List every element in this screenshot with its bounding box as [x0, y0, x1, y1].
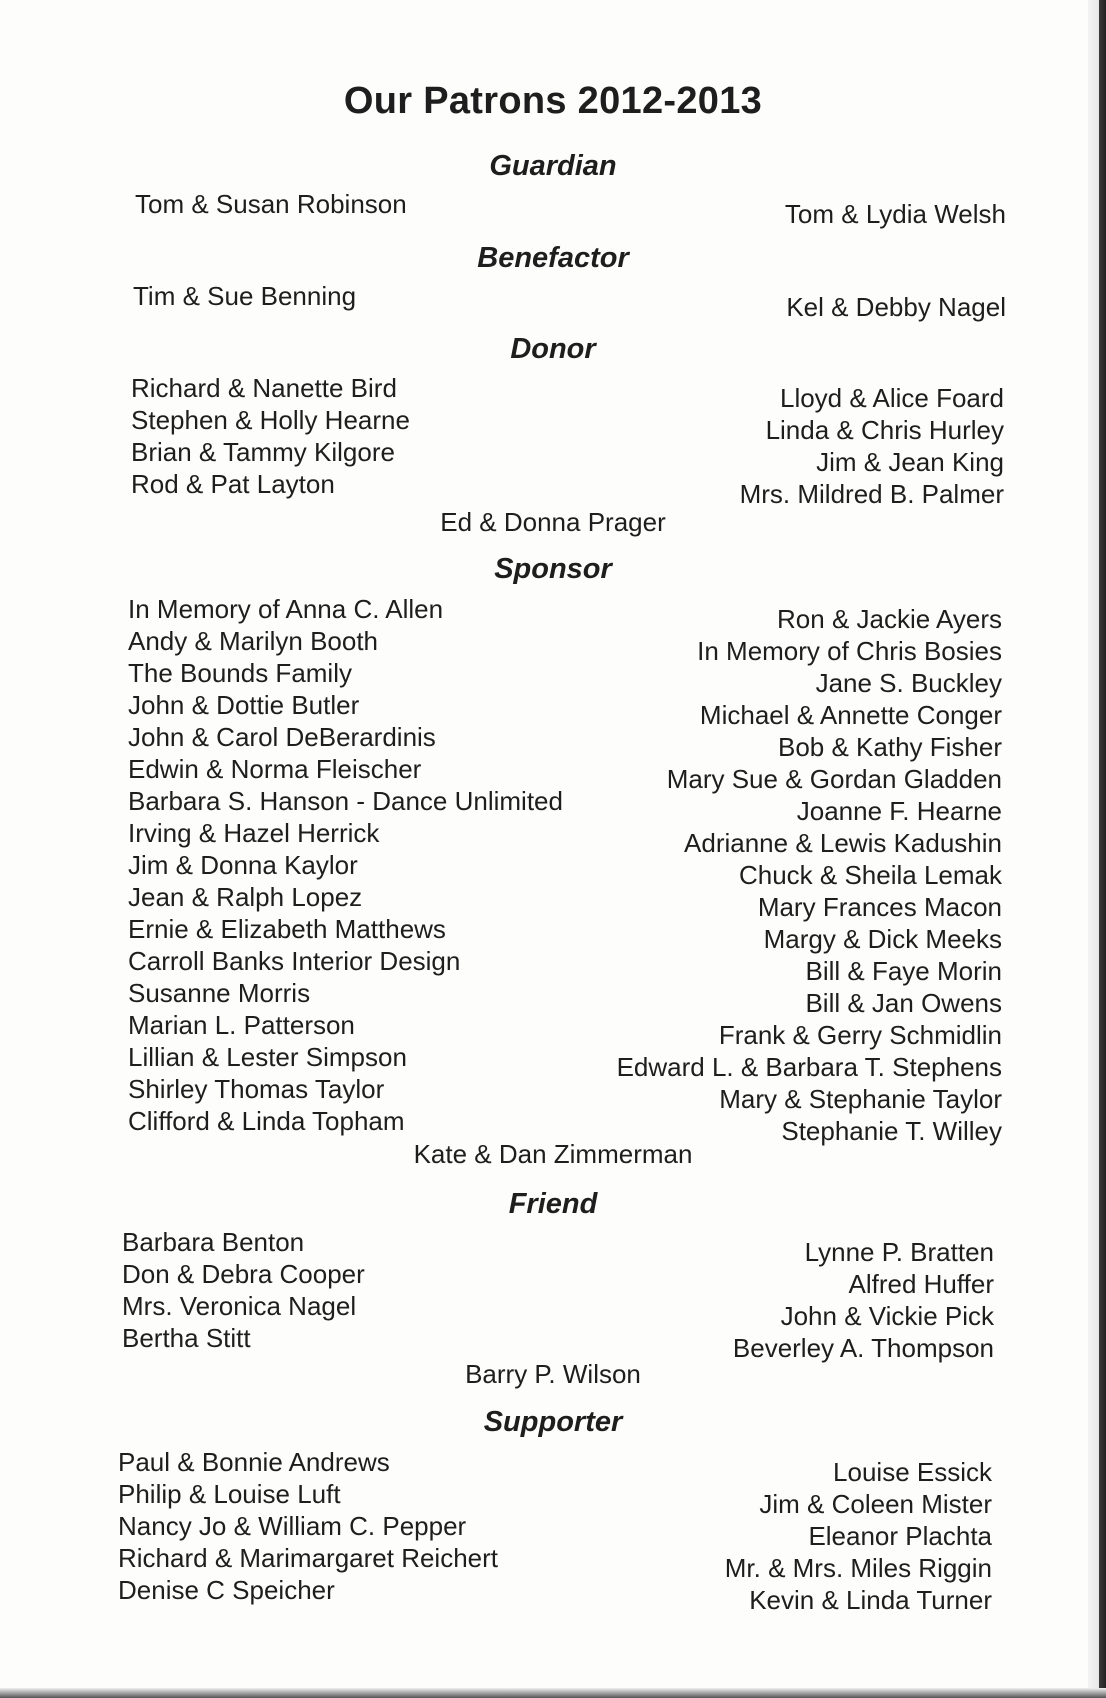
patron-name: Bill & Faye Morin	[805, 956, 1002, 986]
patron-name: Edwin & Norma Fleischer	[128, 754, 422, 784]
patron-name: Carroll Banks Interior Design	[128, 946, 461, 976]
patron-name: Edward L. & Barbara T. Stephens	[616, 1052, 1002, 1082]
patron-name: Lynne P. Bratten	[804, 1237, 994, 1267]
patron-name: Ernie & Elizabeth Matthews	[128, 914, 446, 944]
patron-name: Denise C Speicher	[118, 1575, 335, 1605]
donor-right-list	[740, 382, 1004, 510]
patron-name: In Memory of Chris Bosies	[697, 636, 1002, 666]
sponsor-center-name: Kate & Dan Zimmerman	[413, 1139, 693, 1169]
patron-name: Philip & Louise Luft	[118, 1479, 341, 1509]
patron-name: Jane S. Buckley	[815, 668, 1002, 698]
patron-name: Susanne Morris	[128, 978, 311, 1008]
patron-name: John & Carol DeBerardinis	[128, 722, 436, 752]
patron-name: Don & Debra Cooper	[122, 1259, 365, 1289]
benefactor-right-list	[786, 291, 1006, 323]
patron-name: Mr. & Mrs. Miles Riggin	[724, 1553, 992, 1583]
patron-name: Chuck & Sheila Lemak	[738, 860, 1002, 890]
patron-name: John & Vickie Pick	[780, 1301, 994, 1331]
patron-name: Jim & Donna Kaylor	[128, 850, 358, 880]
patron-name: Tom & Lydia Welsh	[784, 199, 1006, 229]
friend-right-list	[733, 1236, 994, 1364]
supporter-right-list	[725, 1456, 992, 1616]
patron-name: Bertha Stitt	[122, 1323, 251, 1353]
patron-name: Brian & Tammy Kilgore	[131, 437, 395, 467]
patron-name: Lloyd & Alice Foard	[779, 383, 1004, 413]
donor-center-name: Ed & Donna Prager	[440, 507, 666, 537]
page-title: Our Patrons 2012-2013	[343, 80, 763, 122]
patron-name: Joanne F. Hearne	[796, 796, 1002, 826]
patron-name: Irving & Hazel Herrick	[128, 818, 380, 848]
guardian-right-list	[785, 198, 1006, 230]
patron-name: Stephen & Holly Hearne	[131, 405, 410, 435]
patron-name: Alfred Huffer	[848, 1269, 994, 1299]
patron-name: Mrs. Mildred B. Palmer	[739, 479, 1004, 509]
patron-name: Shirley Thomas Taylor	[128, 1074, 385, 1104]
patron-name: Barbara S. Hanson - Dance Unlimited	[128, 786, 563, 816]
heading-supporter: Supporter	[483, 1406, 623, 1438]
patron-name: Adrianne & Lewis Kadushin	[684, 828, 1002, 858]
guardian-left-list	[135, 188, 407, 220]
patron-name: Richard & Marimargaret Reichert	[118, 1543, 499, 1573]
patron-name: Kel & Debby Nagel	[786, 292, 1006, 322]
patron-name: Stephanie T. Willey	[781, 1116, 1002, 1146]
patron-name: Clifford & Linda Topham	[128, 1106, 405, 1136]
heading-friend: Friend	[508, 1188, 598, 1220]
patron-name: Beverley A. Thompson	[732, 1333, 994, 1363]
patron-name: Jim & Jean King	[816, 447, 1004, 477]
patron-name: Michael & Annette Conger	[699, 700, 1002, 730]
sponsor-left-list	[128, 593, 563, 1137]
patron-name: Tim & Sue Benning	[133, 281, 357, 311]
patron-name: Jean & Ralph Lopez	[128, 882, 363, 912]
page-bottom-edge	[0, 1688, 1106, 1698]
patron-name: Nancy Jo & William C. Pepper	[118, 1511, 467, 1541]
heading-guardian: Guardian	[489, 150, 617, 182]
sponsor-right-list	[617, 603, 1002, 1147]
benefactor-left-list	[133, 280, 356, 312]
heading-benefactor: Benefactor	[477, 242, 629, 274]
friend-center-name: Barry P. Wilson	[465, 1359, 641, 1389]
patron-name: John & Dottie Butler	[128, 690, 360, 720]
patron-name: Paul & Bonnie Andrews	[118, 1447, 390, 1477]
patron-name: Bill & Jan Owens	[805, 988, 1002, 1018]
patron-name: Tom & Susan Robinson	[135, 189, 407, 219]
patron-name: Linda & Chris Hurley	[765, 415, 1004, 445]
patron-name: Louise Essick	[833, 1457, 992, 1487]
patron-name: Eleanor Plachta	[808, 1521, 992, 1551]
patron-name: Jim & Coleen Mister	[759, 1489, 992, 1519]
supporter-left-list	[118, 1446, 498, 1606]
patron-name: In Memory of Anna C. Allen	[128, 594, 444, 624]
patron-name: Marian L. Patterson	[128, 1010, 355, 1040]
patron-name: Richard & Nanette Bird	[131, 373, 397, 403]
donor-left-list	[131, 372, 410, 500]
patron-name: Rod & Pat Layton	[131, 469, 335, 499]
patron-name: Margy & Dick Meeks	[763, 924, 1002, 954]
patron-name: Barbara Benton	[122, 1227, 305, 1257]
friend-left-list	[122, 1226, 365, 1354]
patron-name: Bob & Kathy Fisher	[778, 732, 1002, 762]
patron-name: Kevin & Linda Turner	[749, 1585, 992, 1615]
heading-donor: Donor	[510, 333, 596, 365]
patron-name: Mary Frances Macon	[757, 892, 1002, 922]
heading-sponsor: Sponsor	[494, 553, 612, 585]
patron-name: The Bounds Family	[128, 658, 352, 688]
patron-name: Mary & Stephanie Taylor	[719, 1084, 1002, 1114]
patron-name: Mary Sue & Gordan Gladden	[666, 764, 1002, 794]
patron-name: Lillian & Lester Simpson	[128, 1042, 407, 1072]
patron-name: Ron & Jackie Ayers	[777, 604, 1002, 634]
patron-name: Frank & Gerry Schmidlin	[718, 1020, 1002, 1050]
patron-name: Andy & Marilyn Booth	[128, 626, 379, 656]
patron-name: Mrs. Veronica Nagel	[122, 1291, 357, 1321]
